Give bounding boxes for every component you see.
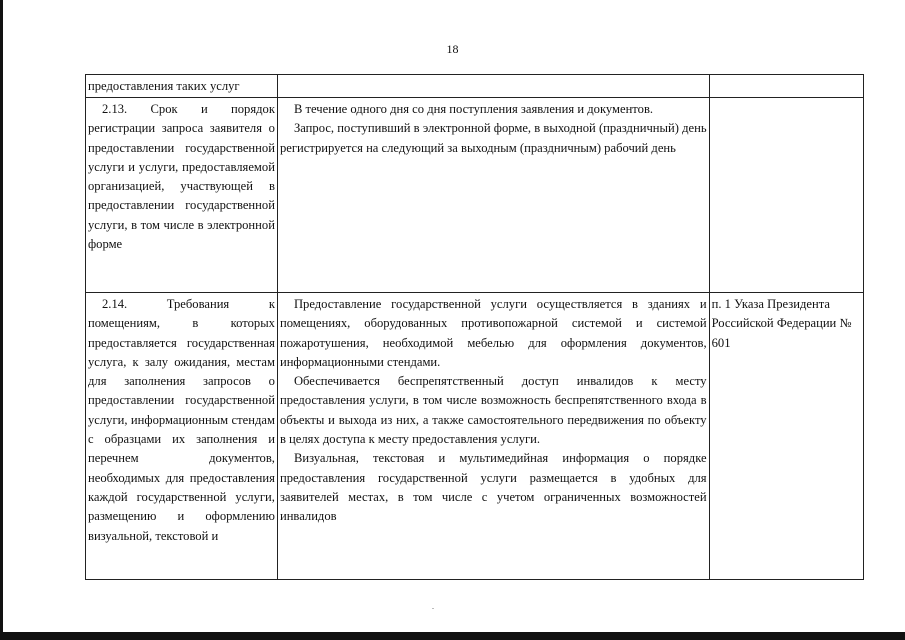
continuation-cell-col1 bbox=[86, 75, 278, 98]
row-2-14-basis-text: п. 1 Указа Президента Российской Федерации № 601 bbox=[711, 297, 852, 350]
row-2-14-paragraph-3: Визуальная, текстовая и мультимедийная информация о порядке предоставления государственной услуги размещается в удобных для заявителей местах, в том числе с учетом ограниченных возможностей инвалидов bbox=[279, 451, 707, 524]
continuation-cell-col3 bbox=[709, 75, 863, 98]
table-row-continuation bbox=[86, 75, 864, 98]
row-2-14-requirement-cell bbox=[86, 293, 278, 580]
row-2-13-requirement-text: 2.13. Срок и порядок регистрации запроса заявителя о предоставлении государственной услуги и услуги, предоставляемой организацией, участвующей в предоставлении государственной услуги, в том числе в электронной форме bbox=[88, 102, 275, 252]
row-2-13-requirement-cell bbox=[86, 98, 278, 293]
regulation-table bbox=[85, 74, 864, 580]
row-2-13-paragraph-1: В течение одного дня со дня поступления заявления и документов. bbox=[293, 102, 654, 116]
page-number: 18 bbox=[446, 42, 459, 56]
row-2-13-paragraph-2: Запрос, поступивший в электронной форме, в выходной (праздничный) день регистрируется на следующий за выходным (праздничным) рабочий день bbox=[279, 121, 707, 155]
table-row-2-13 bbox=[86, 98, 864, 293]
table-row-2-14 bbox=[86, 293, 864, 580]
row-2-14-content-cell bbox=[277, 293, 709, 580]
row-2-13-basis-cell bbox=[709, 98, 863, 293]
scan-speck bbox=[432, 608, 434, 609]
scan-bottom-edge bbox=[0, 632, 905, 640]
row-2-14-basis-cell bbox=[709, 293, 863, 580]
continuation-cell-col2 bbox=[277, 75, 709, 98]
continuation-text: предоставления таких услуг bbox=[88, 79, 240, 93]
row-2-14-requirement-text: 2.14. Требования к помещениям, в которых предоставляется государственная услуга, к залу ожидания, местам для заполнения запросов о предоставлении государственной услуги, информационным стендам с образцами их заполнения и перечнем документов, необходимых для предоставления каждой государственной услуги, размещению и оформлению визуальной, текстовой и bbox=[88, 297, 275, 543]
row-2-14-paragraph-2: Обеспечивается беспрепятственный доступ инвалидов к месту предоставления услуги, в том числе возможность беспрепятственного входа в объекты и выхода из них, а также самостоятельного передвижения по объекту в целях доступа к месту предоставления услуги. bbox=[279, 374, 707, 447]
scan-left-edge bbox=[0, 0, 3, 640]
row-2-13-content-cell bbox=[277, 98, 709, 293]
row-2-14-paragraph-1: Предоставление государственной услуги осуществляется в зданиях и помещениях, оборудованных противопожарной системой и системой пожаротушения, необходимой мебелью для оформления документов, информационными стендами. bbox=[279, 297, 707, 369]
